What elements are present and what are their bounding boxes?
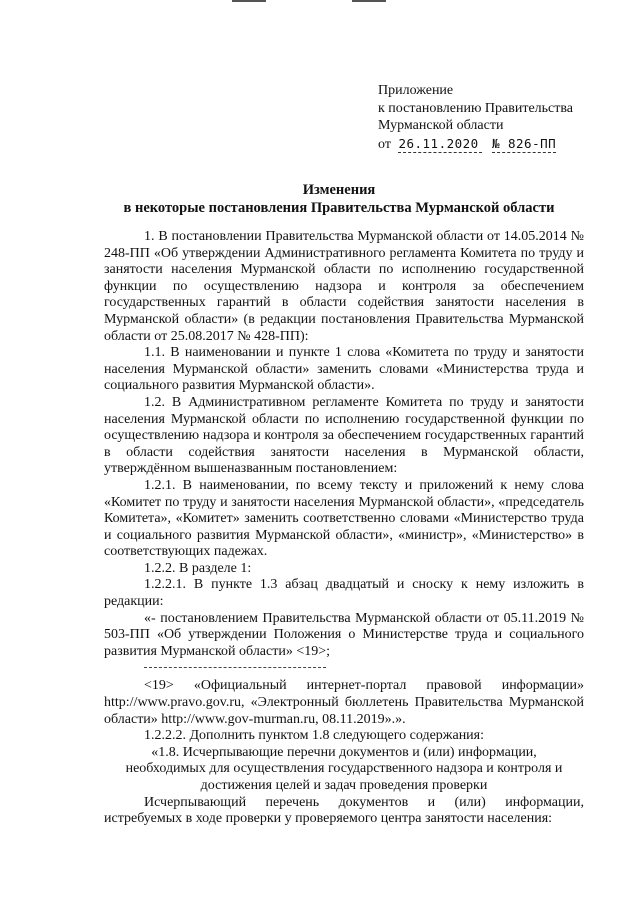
quoted-paragraph: «- постановлением Правительства Мурманской области от 05.11.2019 № 503-ПП «Об утверждении Положения о Министерстве труда и социального развития Мурманской области» <19>; (104, 610, 584, 659)
footnote-divider (144, 667, 326, 678)
scan-edge-mark (232, 0, 266, 2)
paragraph-1: 1. В постановлении Правительства Мурманской области от 14.05.2014 № 248-ПП «Об утверждении Административного регламента Комитета по труду и занятости населения Мурманской области по исполнению государственной функции по осуществлению надзора и контроля за обеспечением государственных гарантий в области содействия занятости населения в Мурманской области» (в редакции постановления Правительства Мурманской области от 25.08.2017 № 428-ПП): (104, 229, 584, 344)
paragraph-1-2-2-2: 1.2.2.2. Дополнить пунктом 1.8 следующего содержания: (144, 728, 485, 744)
appendix-label: Приложение (378, 83, 454, 98)
appendix-resolution-ref: к постановлению Правительства (378, 100, 574, 116)
appendix-region: Мурманской области (378, 118, 504, 133)
section-1-8-heading-line-2: необходимых для осуществления государственного надзора и контроля и (125, 761, 563, 777)
paragraph-1-2: 1.2. В Административном регламенте Комитета по труду и занятости населения Мурманской области по исполнению государственной функции по осуществлению надзора и контроля за обеспечением государственных гарантий в области содействия занятости населения в Мурманской области, утверждённом вышеназванным постановлением: (104, 394, 584, 477)
resolution-number: № 826-ПП (492, 135, 556, 154)
document-body (104, 229, 584, 828)
appendix-date-row (378, 135, 573, 154)
paragraph-1-2-1: 1.2.1. В наименовании, по всему тексту и приложений к нему слова «Комитет по труду и занятости населения Мурманской области», «председатель Комитета», «Комитет» заменить соответственно словами «Министерство труда и социального развития Мурманской области», «министр», «Министерство» в соответствующих падежах. (104, 477, 584, 560)
document-title: Изменения (302, 182, 376, 198)
section-1-8-heading-line-3: достижения целей и задач проведения проверки (200, 778, 488, 793)
appendix-header (378, 82, 573, 153)
document-subtitle: в некоторые постановления Правительства Мурманской области (123, 200, 555, 216)
paragraph-exhaustive-list: Исчерпывающий перечень документов и (или) информации, истребуемых в ходе проверки у проверяемого центра занятости населения: (104, 794, 584, 827)
section-1-8-heading-line-1: «1.8. Исчерпывающие перечни документов и (или) информации, (151, 744, 537, 760)
paragraph-1-2-2-1: 1.2.2.1. В пункте 1.3 абзац двадцатый и сноску к нему изложить в редакции: (104, 577, 584, 610)
paragraph-1-1: 1.1. В наименовании и пункте 1 слова «Комитета по труду и занятости населения Мурманской области» заменить словами «Министерства труда и социального развития Мурманской области». (104, 345, 584, 394)
paragraph-1-2-2: 1.2.2. В разделе 1: (144, 560, 252, 576)
date-prefix: от (378, 136, 391, 152)
footnote-19: <19> «Официальный интернет-портал правовой информации» http://www.pravo.gov.ru, «Электронный бюллетень Правительства Мурманской области» http://www.gov-murman.ru, 08.11.2019».». (104, 678, 584, 727)
scan-edge-mark (352, 0, 386, 2)
resolution-date: 26.11.2020 (398, 135, 482, 154)
